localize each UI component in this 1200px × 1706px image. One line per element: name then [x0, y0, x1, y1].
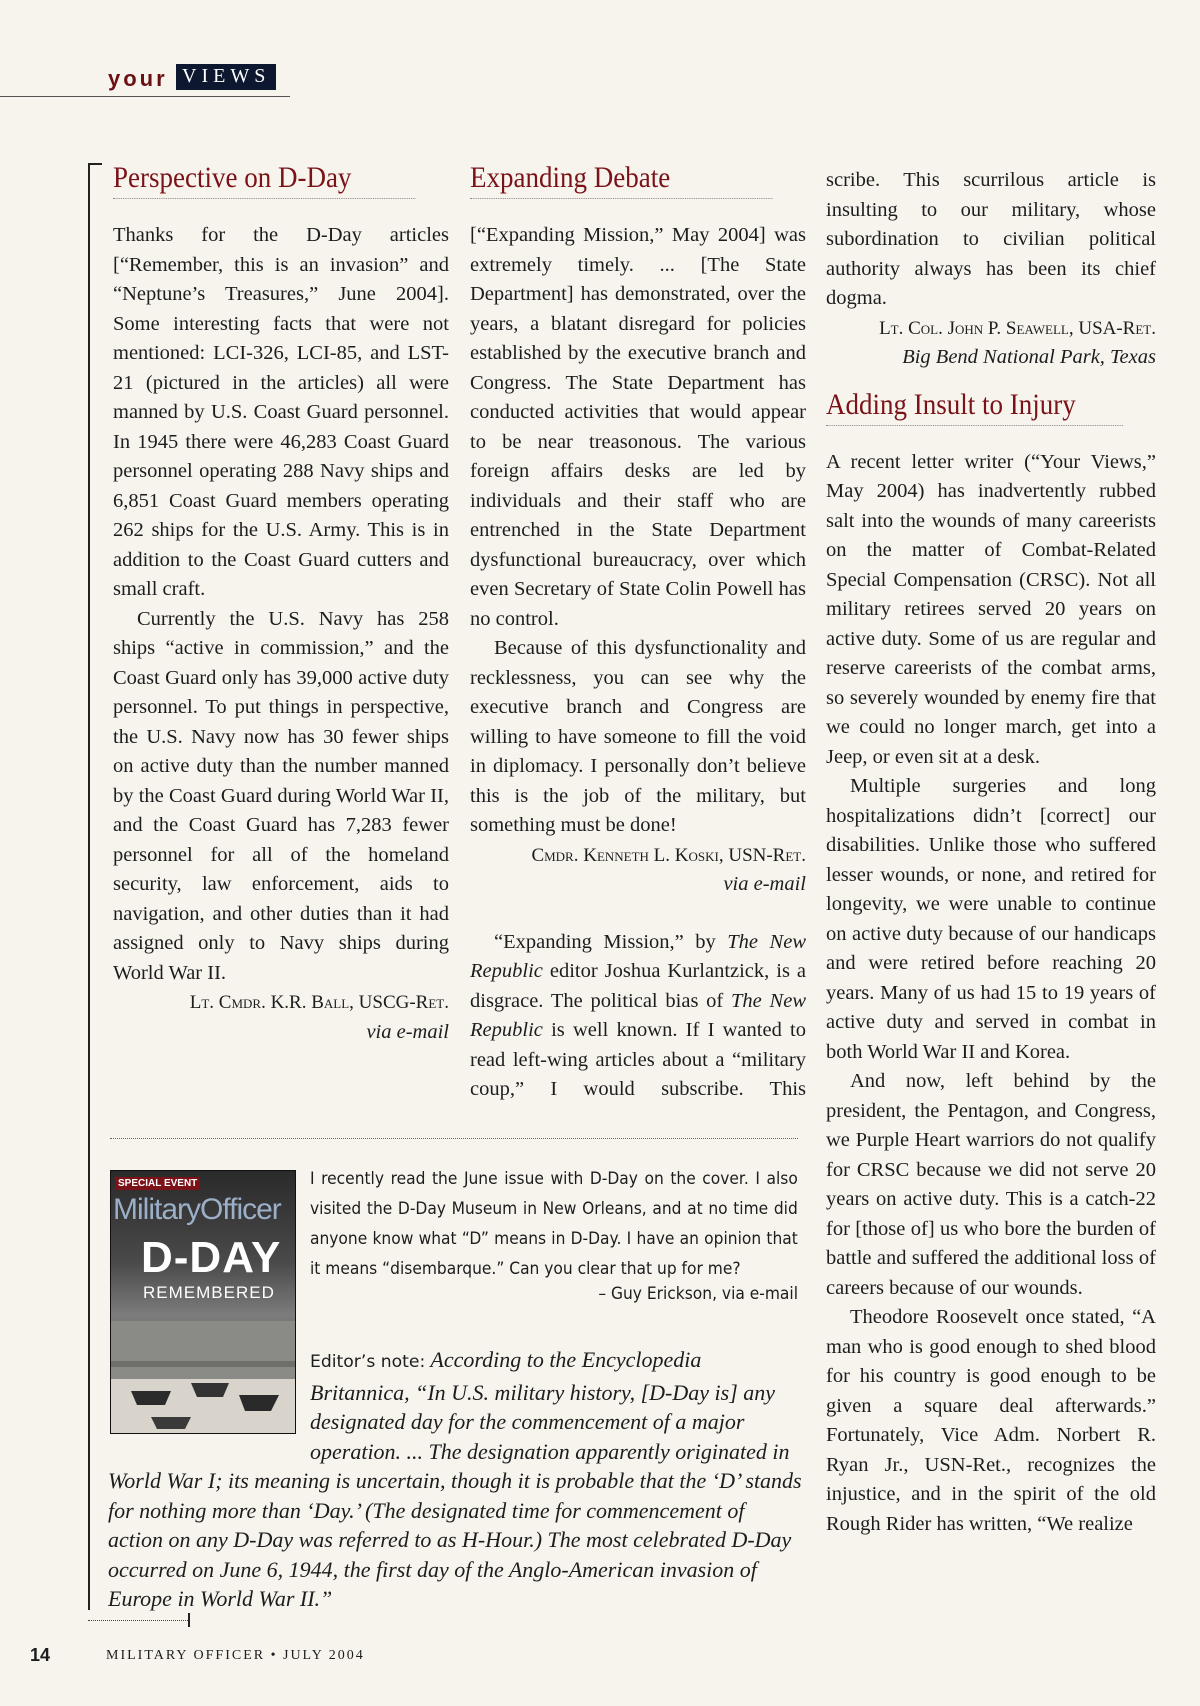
page-number: 14 — [30, 1645, 51, 1665]
sidebar-rule — [110, 1138, 798, 1139]
publication-name: The New Republic — [470, 930, 806, 982]
image-wrap-space — [108, 1345, 310, 1461]
letter-paragraph — [470, 928, 806, 1101]
frame-corner — [88, 163, 102, 165]
letter-paragraph: Theodore Roosevelt once stated, “A man who is good enough to shed blood for his country is good enough to be given a square deal afterwards.” Fortunately, Vice Adm. Norbert R. Ryan Jr., USN-Ret., recognizes the injustice, and in the spirit of the old Rough Rider has written, “We realize — [826, 1306, 1156, 1535]
cover-masthead: MilitaryOfficer — [113, 1193, 281, 1226]
spacer — [470, 900, 806, 928]
letter-paragraph: Thanks for the D-Day articles [“Remember, this is an invasion” and “Neptune’s Treasures,” June 2004]. Some interesting facts that were not mentioned: LCI-326, LCI-85, and LST-21 (pictured in the articles) all were manned by U.S. Coast Guard personnel. In 1945 there were 46,283 Coast Guard personnel operating 288 Navy ships and 6,851 Coast Guard members operating 262 ships for the U.S. Army. This is in addition to the Coast Guard cutters and small craft. — [113, 224, 449, 600]
letter-title: Adding Insult to Injury — [826, 387, 1123, 426]
frame-end-tick — [188, 1613, 190, 1627]
column-right — [826, 166, 1156, 1539]
frame-bottom-rule — [88, 1620, 190, 1621]
letter-location: Big Bend National Park, Texas — [902, 346, 1156, 368]
section-name: VIEWS — [176, 64, 276, 90]
letter-title: Expanding Debate — [470, 160, 772, 199]
publication-footer: MILITARY OFFICER • JULY 2004 — [106, 1648, 365, 1663]
text-run: “Expanding Mission,” by — [494, 930, 728, 953]
letter-title: Perspective on D-Day — [113, 160, 415, 199]
publication-name: The New Republic — [470, 989, 806, 1041]
text-run: editor Joshua Kurlantzick, is a disgrace. The political bias of — [470, 960, 806, 1012]
letter-paragraph: Currently the U.S. Navy has 258 ships “active in commission,” and the Coast Guard only has 39,000 active duty personnel. To put things in perspective, the U.S. Navy now has 30 fewer ships on active duty than the number manned by the Coast Guard during World War II, and the Coast Guard has 7,283 fewer personnel for all of the homeland security, law enforcement, aids to navigation, and other duties than it had assigned only to Navy ships during World War II. — [113, 607, 449, 984]
letter-signature: Lt. Cmdr. K.R. Ball, USCG-Ret. — [189, 992, 449, 1013]
editors-note-label: Editor’s note: — [310, 1352, 426, 1372]
letter-paragraph-continued: scribe. This scurrilous article is insulting to our military, whose subordination to civilian political authority always has been its chief dogma. — [826, 169, 1156, 309]
letter-paragraph: [“Expanding Mission,” May 2004] was extremely timely. ... [The State Department] has demonstrated, over the years, a blatant disregard for policies established by the executive branch and Congress. The State Department has conducted activities that would appear to be near treasonous. The various foreign affairs desks are led by individuals and their staff who are entrenched in the State Department dysfunctional bureaucracy, over which even Secretary of State Colin Powell has no control. — [470, 224, 806, 630]
text-run: is well known. If I wanted to read left-wing articles about a “military coup,” I would subscribe. This — [470, 1019, 806, 1100]
letter-paragraph: Multiple surgeries and long hospitalizations didn’t [correct] our disabilities. Unlike those who suffered lesser wounds, or none, and retired for longevity, we were unable to continue on active duty because of our handicaps and were retired before reaching 20 years. Many of us had 15 to 19 years of active duty and served in combat in both World War II and Korea. — [826, 775, 1156, 1063]
letter-expanding-debate — [470, 160, 806, 1100]
frame-left-rule — [88, 163, 90, 1610]
letter-via: via e-mail — [366, 1020, 449, 1043]
sidebar-signature: – Guy Erickson, via e-mail — [598, 1284, 798, 1304]
letter-signature: Lt. Col. John P. Seawell, USA-Ret. — [879, 317, 1156, 339]
section-prefix: your — [108, 66, 168, 91]
letter-paragraph: A recent letter writer (“Your Views,” May 2004) has inadvertently rubbed salt into the wounds of many careerists on the matter of Combat-Related Special Compensation (CRSC). Not all military retirees served 20 years on active duty. Some of us are regular and reserve careerists of the combat arms, so severely wounded by enemy fire that we could no longer march, get into a Jeep, or even sit at a desk. — [826, 450, 1156, 768]
letter-perspective-on-dday — [113, 160, 449, 1047]
cover-subhead: REMEMBERED — [143, 1283, 275, 1302]
editors-note — [108, 1345, 804, 1614]
letter-paragraph: Because of this dysfunctionality and recklessness, you can see why the executive branch and Congress are willing to have someone to fill the void in diplomacy. I personally don’t believe this is the job of the military, but something must be done! — [470, 637, 806, 836]
letter-via: via e-mail — [723, 873, 806, 895]
letter-paragraph: And now, left behind by the president, the Pentagon, and Congress, we Purple Heart warriors do not qualify for CRSC because we did not serve 20 years on active duty. This is a catch-22 for [those of] us who bore the burden of battle and suffered the additional loss of careers because of our wounds. — [826, 1070, 1156, 1299]
header-rule — [0, 96, 290, 97]
cover-headline: D-DAY — [141, 1233, 282, 1282]
letter-signature: Cmdr. Kenneth L. Koski, USN-Ret. — [531, 844, 806, 866]
cover-tag: SPECIAL EVENT — [115, 1177, 200, 1190]
sidebar-letter: I recently read the June issue with D-Day on the cover. I also visited the D-Day Museum in New Orleans, and at no time did anyone know what “D” means in D-Day. I have an opinion that it means “disembarque.” Can you clear that up for me? — [310, 1169, 798, 1279]
editors-note-text: According to the Encyclopedia Britannica, “In U.S. military history, [D-Day is] any designated day for the commencement of a major operation. ... The designation apparently originated in World War I; its meaning is uncertain, though it is probable that the ‘D’ stands for nothing more than ‘Day.’ (The designated time for commencement of action on any D-Day was referred to as H-Hour.) The most celebrated D-Day occurred on June 6, 1944, the first day of the Anglo-American invasion of Europe in World War II.” — [108, 1347, 802, 1611]
